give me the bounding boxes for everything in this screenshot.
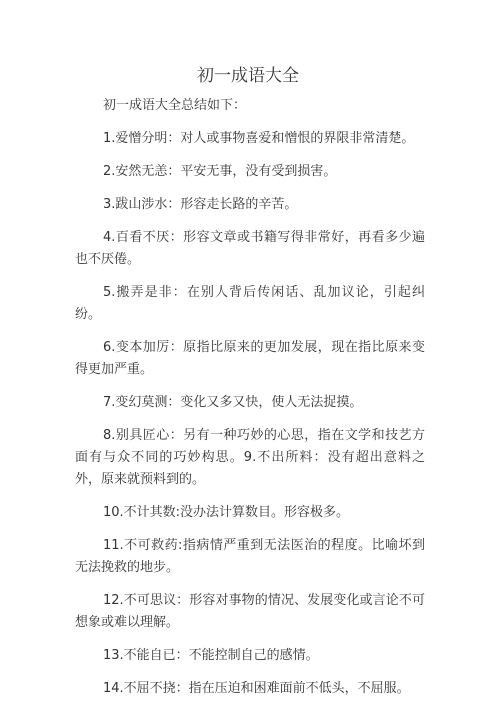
intro-paragraph: 初一成语大全总结如下： [103,98,247,113]
entry-paragraph: 3.跋山涉水：形容走长路的辛苦。 [103,197,298,212]
entry-paragraph: 11.不可救药:指病情严重到无法医治的程度。比喻坏到无法挽救的地步。 [75,538,425,575]
entry-paragraph: 14.不屈不挠：指在压迫和困难面前不低头，不屈服。 [103,681,410,696]
entry-paragraph: 10.不计其数:没办法计算数目。形容极多。 [103,505,350,520]
document-body [75,95,425,711]
entry-paragraph: 6.变本加厉：原指比原来的更加发展，现在指比原来变得更加严重。 [75,340,425,377]
entry-paragraph: 1.爱憎分明：对人或事物喜爱和憎恨的界限非常清楚。 [103,131,415,146]
document-title: 初一成语大全 [197,66,299,86]
entry-paragraph: 2.安然无恙：平安无事，没有受到损害。 [103,164,337,179]
entry-paragraph: 8.别具匠心：另有一种巧妙的心思，指在文学和技艺方面有与众不同的巧妙构思。9.不出所料：没有超出意料之外，原来就预料到的。 [75,428,425,487]
entry-paragraph: 12.不可思议：形容对事物的情况、发展变化或言论不可想象或难以理解。 [75,593,425,630]
entry-paragraph: 4.百看不厌：形容文章或书籍写得非常好，再看多少遍也不厌倦。 [75,230,425,267]
entry-paragraph: 7.变幻莫测：变化又多又快，使人无法捉摸。 [103,395,363,410]
entry-paragraph: 5.搬弄是非：在别人背后传闲话、乱加议论，引起纠纷。 [75,285,425,322]
entry-paragraph: 13.不能自已：不能控制自己的感情。 [103,648,319,663]
